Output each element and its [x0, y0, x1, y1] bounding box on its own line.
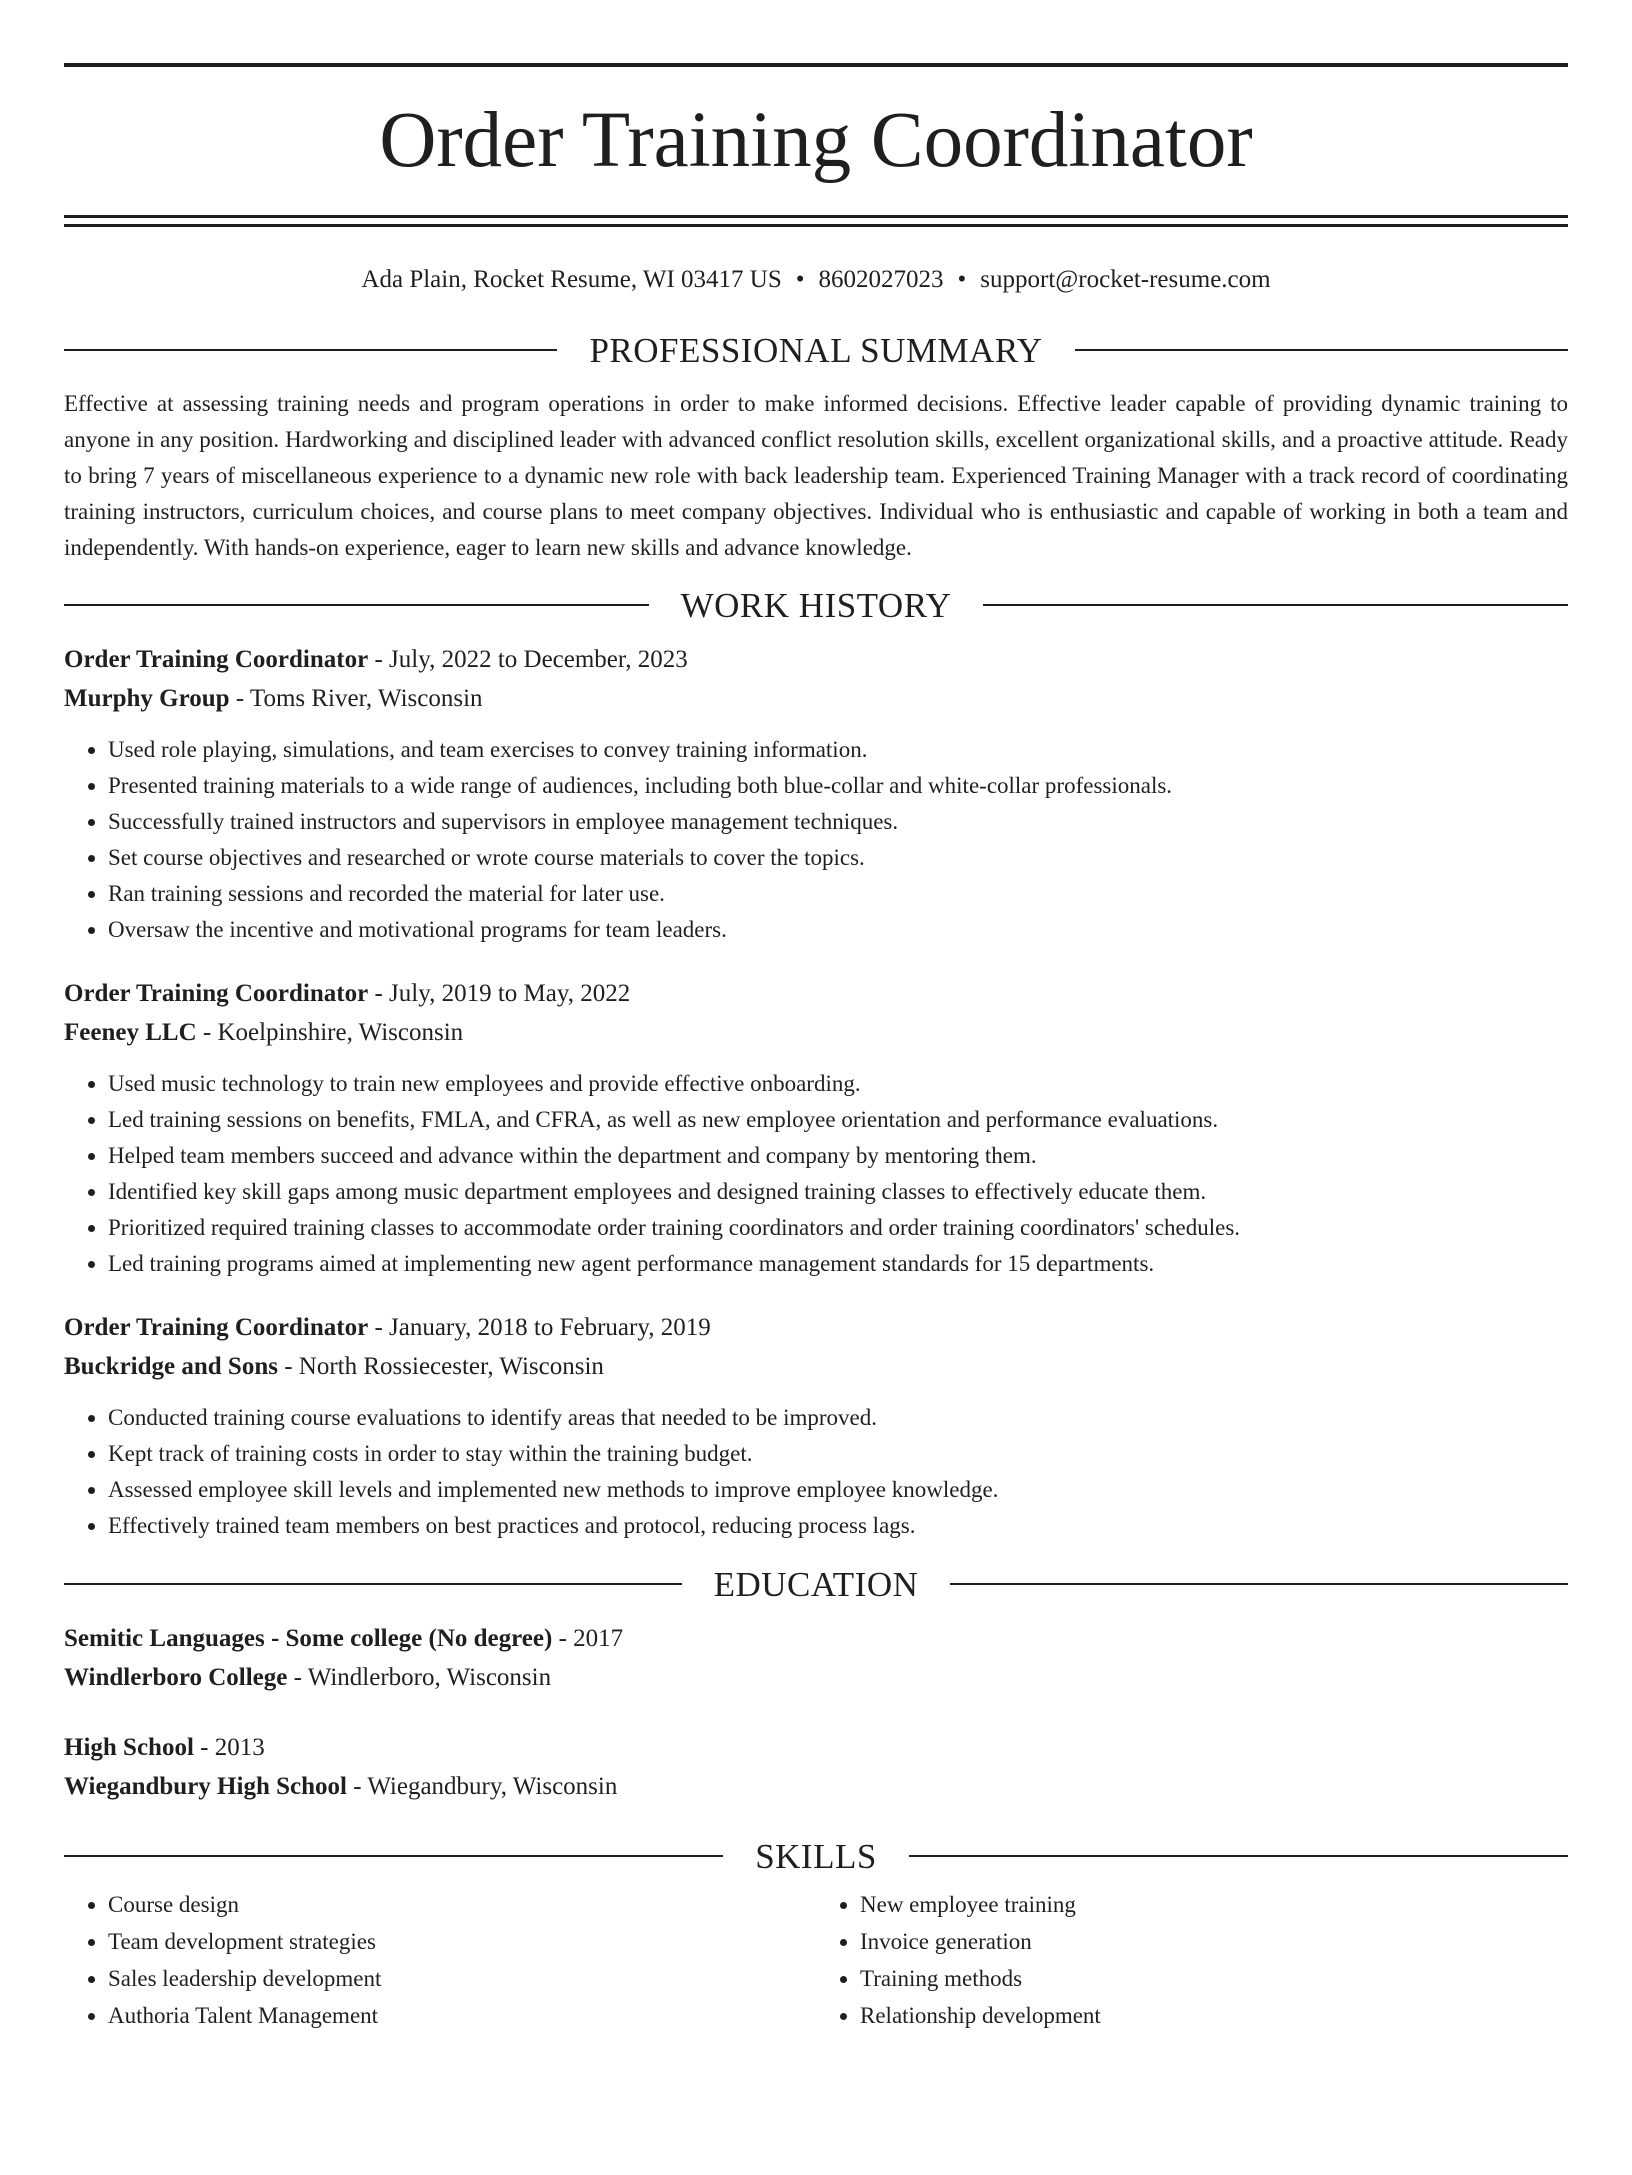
education-heading — [64, 1564, 1568, 1604]
heading-rule — [64, 1583, 682, 1585]
heading-rule — [983, 604, 1568, 606]
list-item: • Conducted training course evaluations to identify areas that needed to be improved. — [108, 1400, 1568, 1436]
job-entry — [64, 1308, 1568, 1544]
list-item: • Effectively trained team members on best practices and protocol, reducing process lags. — [108, 1508, 1568, 1544]
contact-separator: • — [795, 266, 805, 293]
work-history-heading-label: WORK HISTORY — [680, 585, 952, 625]
job-dates: - July, 2019 to May, 2022 — [368, 980, 631, 1007]
heading-rule — [909, 1855, 1568, 1857]
list-item: • Kept track of training costs in order to stay within the training budget. — [108, 1436, 1568, 1472]
school: Windlerboro College — [64, 1664, 288, 1691]
skill-item: • Authoria Talent Management — [108, 1997, 816, 2034]
job-bullets — [64, 732, 1568, 948]
degree-line — [64, 1728, 1568, 1767]
list-item: • Assessed employee skill levels and implemented new methods to improve employee knowledge. — [108, 1472, 1568, 1508]
job-company-line — [64, 1347, 1568, 1386]
job-location: - Toms River, Wisconsin — [229, 685, 483, 712]
heading-rule — [64, 349, 557, 351]
degree-year: - 2017 — [552, 1625, 624, 1652]
skill-item: • New employee training — [860, 1886, 1568, 1923]
list-item: • Presented training materials to a wide range of audiences, including both blue-collar and white-collar professionals. — [108, 768, 1568, 804]
list-item: • Identified key skill gaps among music department employees and designed training classes to effectively educate them. — [108, 1174, 1568, 1210]
list-item: • Used music technology to train new employees and provide effective onboarding. — [108, 1066, 1568, 1102]
skills-heading-label: SKILLS — [755, 1836, 877, 1876]
school-location: - Wiegandbury, Wisconsin — [346, 1773, 618, 1800]
skills-heading — [64, 1836, 1568, 1876]
job-bullets — [64, 1066, 1568, 1282]
list-item: • Oversaw the incentive and motivational programs for team leaders. — [108, 912, 1568, 948]
job-title-line — [64, 1308, 1568, 1347]
degree-year: - 2013 — [193, 1734, 265, 1761]
heading-rule — [950, 1583, 1568, 1585]
resume-title: Order Training Coordinator — [379, 97, 1253, 184]
summary-text: Effective at assessing training needs and program operations in order to make informed decisions. Effective leader capable of providing dynamic training to anyone in any position. Hardworking and disciplined leader with advanced conflict resolution skills, excellent organizational skills, and a proactive attitude. Ready to bring 7 years of miscellaneous experience to a dynamic new role with back leadership team. Experienced Training Manager with a track record of coordinating training instructors, curriculum choices, and course plans to meet company objectives. Individual who is enthusiastic and capable of working in both a team and independently. With hands-on experience, eager to learn new skills and advance knowledge. — [64, 391, 1568, 560]
resume-page — [0, 63, 1632, 2175]
header-top-rule — [64, 63, 1568, 67]
job-company-line — [64, 1013, 1568, 1052]
education-heading-label: EDUCATION — [713, 1564, 919, 1604]
education-entry — [64, 1619, 1568, 1697]
job-title: Order Training Coordinator — [64, 1314, 369, 1341]
summary-heading-label: PROFESSIONAL SUMMARY — [589, 330, 1043, 370]
skills-column-right — [816, 1886, 1568, 2034]
degree-line — [64, 1619, 1568, 1658]
job-title: Order Training Coordinator — [64, 646, 369, 673]
job-company-line — [64, 679, 1568, 718]
heading-rule — [64, 604, 649, 606]
job-title-line — [64, 974, 1568, 1013]
contact-address: Ada Plain, Rocket Resume, WI 03417 US — [361, 266, 782, 293]
list-item: • Led training programs aimed at implementing new agent performance management standards for 15 departments. — [108, 1246, 1568, 1282]
list-item: • Ran training sessions and recorded the material for later use. — [108, 876, 1568, 912]
heading-rule — [1075, 349, 1568, 351]
skill-item: • Team development strategies — [108, 1923, 816, 1960]
school-location: - Windlerboro, Wisconsin — [287, 1664, 552, 1691]
skills-column-left — [64, 1886, 816, 2034]
job-dates: - July, 2022 to December, 2023 — [368, 646, 688, 673]
list-item: • Prioritized required training classes to accommodate order training coordinators and order training coordinators' schedules. — [108, 1210, 1568, 1246]
skill-item: • Relationship development — [860, 1997, 1568, 2034]
skill-item: • Training methods — [860, 1960, 1568, 1997]
degree: Semitic Languages - Some college (No degree) — [64, 1625, 553, 1652]
job-location: - North Rossiecester, Wisconsin — [277, 1353, 604, 1380]
work-history-heading — [64, 585, 1568, 625]
job-title: Order Training Coordinator — [64, 980, 369, 1007]
list-item: • Led training sessions on benefits, FMLA, and CFRA, as well as new employee orientation and performance evaluations. — [108, 1102, 1568, 1138]
school-line — [64, 1767, 1568, 1806]
list-item: • Used role playing, simulations, and team exercises to convey training information. — [108, 732, 1568, 768]
job-location: - Koelpinshire, Wisconsin — [196, 1019, 464, 1046]
skill-item: • Invoice generation — [860, 1923, 1568, 1960]
header-double-rule — [64, 215, 1568, 227]
school: Wiegandbury High School — [64, 1773, 347, 1800]
job-company: Buckridge and Sons — [64, 1353, 278, 1380]
skill-item: • Course design — [108, 1886, 816, 1923]
list-item: • Set course objectives and researched or wrote course materials to cover the topics. — [108, 840, 1568, 876]
contact-separator: • — [957, 266, 967, 293]
job-company: Feeney LLC — [64, 1019, 197, 1046]
skill-item: • Sales leadership development — [108, 1960, 816, 1997]
summary-heading — [64, 330, 1568, 370]
list-item: • Helped team members succeed and advance within the department and company by mentoring them. — [108, 1138, 1568, 1174]
job-company: Murphy Group — [64, 685, 230, 712]
education-entry — [64, 1728, 1568, 1806]
contact-phone: 8602027023 — [818, 266, 944, 293]
heading-rule — [64, 1855, 723, 1857]
job-dates: - January, 2018 to February, 2019 — [368, 1314, 711, 1341]
degree: High School — [64, 1734, 194, 1761]
skills-list — [64, 1886, 1568, 2034]
job-bullets — [64, 1400, 1568, 1544]
job-entry — [64, 640, 1568, 948]
contact-email: support@rocket-resume.com — [980, 266, 1271, 293]
job-entry — [64, 974, 1568, 1282]
job-title-line — [64, 640, 1568, 679]
contact-line — [64, 265, 1568, 295]
school-line — [64, 1658, 1568, 1697]
list-item: • Successfully trained instructors and supervisors in employee management techniques. — [108, 804, 1568, 840]
